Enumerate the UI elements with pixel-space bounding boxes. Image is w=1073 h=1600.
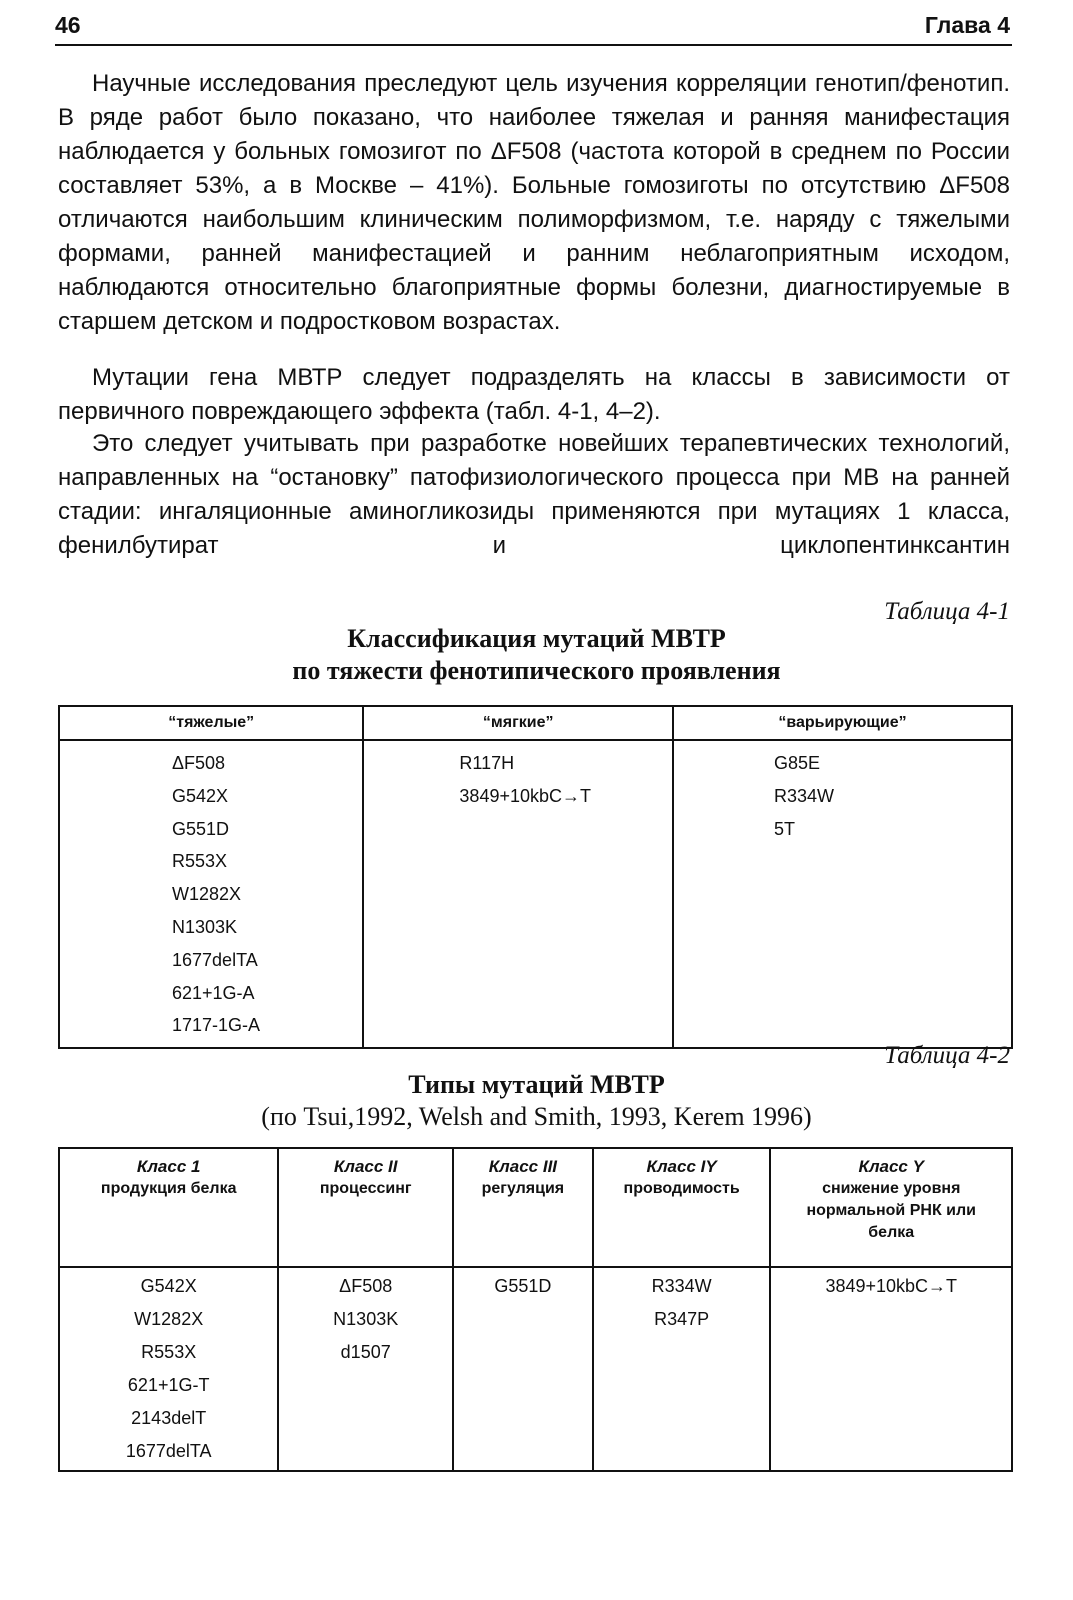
table2-header-class1	[59, 1148, 278, 1267]
mutation-item: ΔF508	[339, 1276, 393, 1296]
header-rule	[55, 44, 1012, 46]
table1-body-row	[59, 740, 1012, 1048]
class-label: Класс IY	[646, 1157, 717, 1176]
paragraph-2: Мутации гена МВТР следует подразделять на классы в зависимости от первичного повреждающего эффекта (табл. 4-1, 4–2).	[58, 364, 1010, 425]
table2-header-class3	[453, 1148, 593, 1267]
mutation-item: N1303K	[172, 916, 238, 937]
mutation-item: 1677delTA	[172, 949, 258, 970]
mutation-item: N1303K	[333, 1309, 399, 1329]
table2-cell-class4	[593, 1267, 771, 1471]
class-label: Класс II	[333, 1157, 398, 1176]
table1-header-mild: “мягкие”	[363, 706, 673, 740]
mutation-item: G542X	[172, 785, 229, 806]
table2-cell-class2	[278, 1267, 453, 1471]
mutation-item: G542X	[140, 1276, 197, 1296]
mutation-item: W1282X	[172, 884, 242, 905]
paragraph-1: Научные исследования преследуют цель изучения корреляции генотип/фенотип. В ряде работ было показано, что наиболее тяжелая и ранняя манифестация наблюдается у больных гомозигот по ΔF508 (частота которой в среднем по России составляет 53%, а в Москве – 41%). Больные гомозиготы по отсутствию ΔF508 отличаются наибольшим клиническим полиморфизмом, т.е. наряду с тяжелыми формами, ранней манифестацией и ранним неблагоприятным исходом, наблюдаются относительно благоприятные формы болезни, диагностируемые в старшем детском и подростковом возрастах.	[58, 70, 1010, 335]
mutation-item: W1282X	[134, 1309, 204, 1329]
mutation-item: 621+1G-A	[172, 982, 255, 1003]
mutation-item: 3849+10kbC→T	[459, 785, 592, 806]
table2-cell-class5	[770, 1267, 1012, 1471]
paragraph-3: Это следует учитывать при разработке новейших терапевтических технологий, направленных на “остановку” патофизиологического процесса при МВ на ранней стадии: ингаляционные аминогликозиды применяются при мутациях 1 класса, фенилбутират и циклопентинксантин	[58, 430, 1010, 559]
class-description: продукция белка	[100, 1180, 237, 1197]
mutation-item: 621+1G-T	[127, 1375, 210, 1395]
mutation-item: R347P	[654, 1309, 710, 1329]
table2-title: Типы мутаций МВТР	[408, 1070, 665, 1099]
mutation-item: d1507	[340, 1342, 391, 1362]
mutation-item: R553X	[172, 851, 228, 872]
mutation-item: ΔF508	[172, 753, 226, 773]
mutation-item: G85E	[773, 753, 820, 773]
class-description: регуляция	[481, 1180, 565, 1197]
table2-body-row	[59, 1267, 1012, 1471]
table1-cell-severe	[59, 740, 363, 1048]
mutation-item: 1717-1G-A	[172, 1015, 261, 1036]
table-mutation-classes	[58, 1147, 1013, 1472]
table2-cell-class3	[453, 1267, 593, 1471]
mutation-item: G551D	[494, 1276, 552, 1296]
mutation-item: R117H	[459, 753, 515, 773]
page-number: 46	[55, 12, 81, 38]
table1-header-row	[59, 706, 1012, 740]
mutation-item: R334W	[651, 1276, 712, 1296]
mutation-item: R553X	[141, 1342, 197, 1362]
table1-subtitle: по тяжести фенотипического проявления	[292, 656, 781, 685]
running-header	[55, 12, 1010, 42]
table2-header-row	[59, 1148, 1012, 1267]
chapter-title: Глава 4	[924, 12, 1010, 38]
mutation-item: G551D	[172, 818, 230, 839]
table2-header-class4	[593, 1148, 771, 1267]
mutation-item: R334W	[773, 785, 834, 806]
class-label: Класс Y	[858, 1157, 924, 1176]
class-label: Класс III	[488, 1157, 558, 1176]
table1-cell-mild	[363, 740, 673, 1048]
class-description: снижение уровня нормальной РНК или белка	[806, 1180, 976, 1241]
table1-cell-variable	[673, 740, 1012, 1048]
mutation-item: 3849+10kbC→T	[825, 1276, 958, 1296]
class-label: Класс 1	[136, 1157, 201, 1176]
table2-label: Таблица 4-2	[884, 1042, 1010, 1069]
class-description: процессинг	[319, 1180, 412, 1197]
table1-header-variable: “варьирующие”	[673, 706, 1012, 740]
mutation-item: 2143delT	[131, 1408, 207, 1428]
table1-header-severe: “тяжелые”	[59, 706, 363, 740]
table1-title: Классификация мутаций МВТР	[347, 624, 726, 653]
mutation-item: 5T	[773, 818, 795, 839]
table2-subtitle: (по Tsui,1992, Welsh and Smith, 1993, Kerem 1996)	[261, 1102, 812, 1131]
table2-cell-class1	[59, 1267, 278, 1471]
table1-label: Таблица 4-1	[884, 598, 1010, 625]
table2-header-class5	[770, 1148, 1012, 1267]
table-mutation-severity	[58, 705, 1013, 1049]
mutation-item: 1677delTA	[125, 1441, 212, 1461]
class-description: проводимость	[623, 1180, 740, 1197]
table2-header-class2	[278, 1148, 453, 1267]
